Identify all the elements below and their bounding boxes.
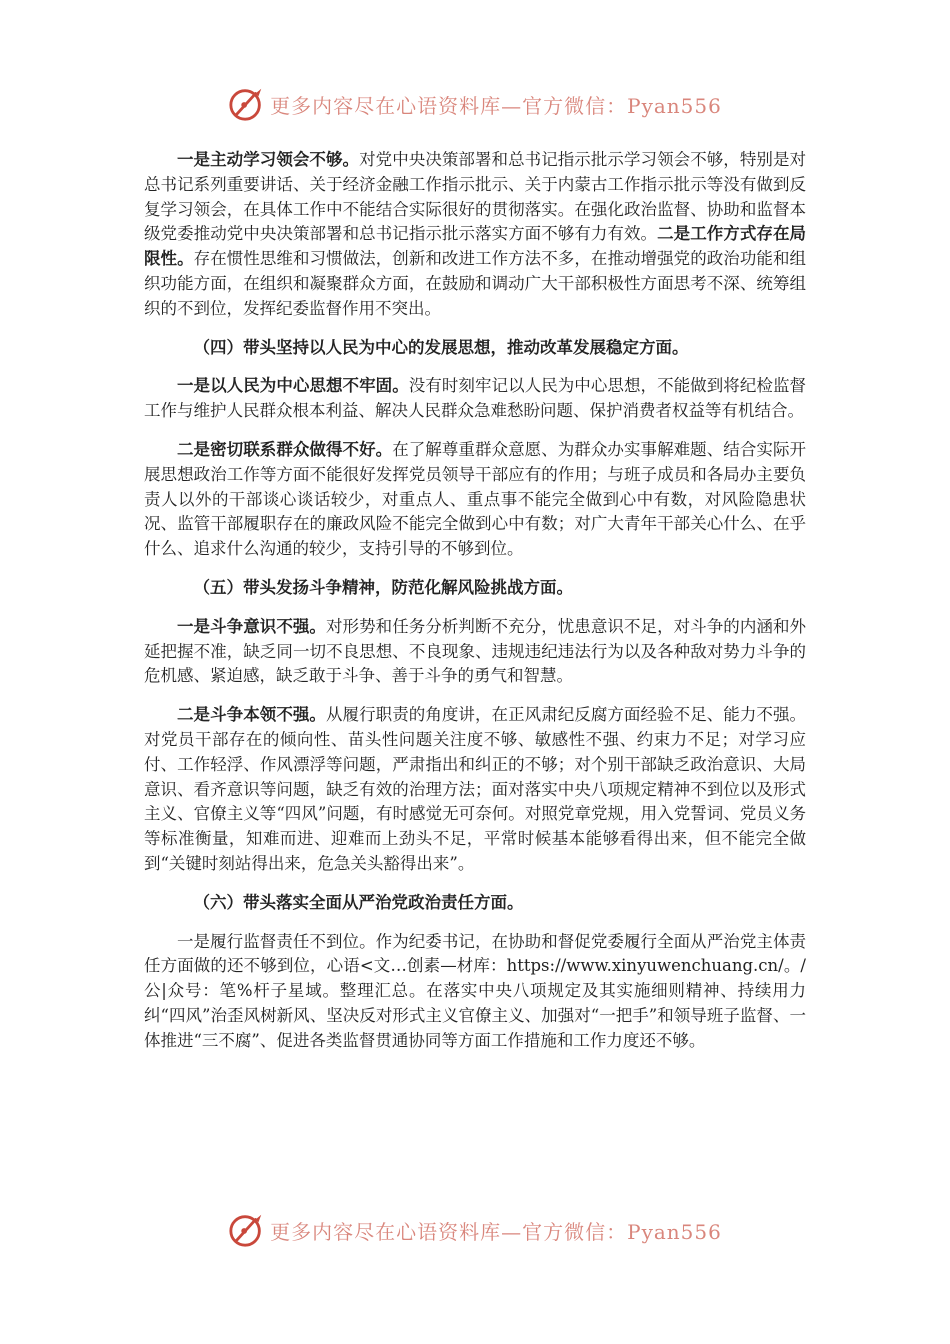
paragraph-study <box>144 148 806 322</box>
paragraph-text: 在了解尊重群众意愿、为群众办实事解难题、结合实际开展思想政治工作等方面不能很好发挥党员领导干部应有的作用；与班子成员和各局办主要负责人以外的干部谈心谈话较少，对重点人、重点事不能完全做到心中有数，对风险隐患状况、监管干部履职存在的廉政风险不能完全做到心中有数；对广大青年干部关心什么、在乎什么、追求什么沟通的较少，支持引导的不够到位。 <box>144 439 807 559</box>
section-heading-4: （四）带头坚持以人民为中心的发展思想，推动改革发展稳定方面。 <box>193 337 689 357</box>
paragraph-lead: 二是密切联系群众做得不好。 <box>177 439 393 459</box>
paragraph-struggle-awareness <box>144 615 806 689</box>
footer-watermark-banner <box>0 1208 950 1252</box>
pen-logo-icon <box>228 85 266 123</box>
paragraph-supervision-duty <box>144 930 806 1054</box>
document-body <box>144 148 806 1068</box>
paragraph-text: 对党中央决策部署和总书记指示批示学习领会不够，特别是对总书记系列重要讲话、关于经济金融工作指示批示、关于内蒙古工作指示批示等没有做到反复学习领会，在具体工作中不能结合实际很好的贯彻落实。在强化政治监督、协助和监督本级党委推动党中央决策部署和总书记指示批示落实方面不够有力有效。 <box>144 150 807 244</box>
paragraph-lead: 二是工作方式存在局限性。 <box>144 224 807 269</box>
paragraph-text: 从履行职责的角度讲，在正风肃纪反腐方面经验不足、能力不强。对党员干部存在的倾向性、苗头性问题关注度不够、敏感性不强、约束力不足；对学习应付、工作轻浮、作风漂浮等问题，严肃指出和纠正的不够；对个别干部缺乏政治意识、大局意识、看齐意识等问题，缺乏有效的治理方法；面对落实中央八项规定精神不到位以及形式主义、官僚主义等“四风”问题，有时感觉无可奈何。对照党章党规，用入党誓词、党员义务等标准衡量，知难而进、迎难而上劲头不足，平常时候基本能够看得出来，但不能完全做到“关键时刻站得出来，危急关头豁得出来”。 <box>144 705 807 873</box>
section-heading-6: （六）带头落实全面从严治党政治责任方面。 <box>193 892 524 912</box>
paragraph-struggle-ability <box>144 703 806 877</box>
pen-logo-icon <box>228 1211 266 1249</box>
header-watermark-text: 更多内容尽在心语资料库—官方微信：Pyan556 <box>270 93 722 118</box>
section-heading-5: （五）带头发扬斗争精神，防范化解风险挑战方面。 <box>193 577 573 597</box>
paragraph-text: 没有时刻牢记以人民为中心思想，不能做到将纪检监督工作与维护人民群众根本利益、解决人民群众急难愁盼问题、保护消费者权益等有机结合。 <box>144 376 807 421</box>
paragraph-text: 存在惯性思维和习惯做法，创新和改进工作方法不多，在推动增强党的政治功能和组织功能方面，在组织和凝聚群众方面，在鼓励和调动广大干部积极性方面思考不深、统筹组织的不到位，发挥纪委监督作用不突出。 <box>144 249 807 318</box>
paragraph-text: 一是履行监督责任不到位。作为纪委书记，在协助和督促党委履行全面从严治党主体责任方面做的还不够到位，心语<文…创素—材库：https://www.xinyuwenchuang.cn/。/公|众号：笔%杆子星域。整理汇总。在落实中央八项规定及其实施细则精神、持续用力纠“四风”治歪风树新风、坚决反对形式主义官僚主义、加强对“一把手”和领导班子监督、一体推进“三不腐”、促进各类监督贯通协同等方面工作措施和工作力度还不够。 <box>144 931 806 1050</box>
paragraph-lead: 一是主动学习领会不够。 <box>177 150 360 169</box>
paragraph-lead: 一是斗争意识不强。 <box>177 616 326 636</box>
paragraph-people-centered <box>144 374 806 424</box>
paragraph-lead: 一是以人民为中心思想不牢固。 <box>177 376 409 396</box>
paragraph-contact-masses <box>144 438 806 562</box>
header-watermark-banner <box>0 82 950 126</box>
paragraph-text: 对形势和任务分析判断不充分，忧患意识不足，对斗争的内涵和外延把握不准，缺乏同一切不良思想、不良现象、违规违纪违法行为以及各种敌对势力斗争的危机感、紧迫感，缺乏敢于斗争、善于斗争的勇气和智慧。 <box>144 616 807 686</box>
footer-watermark-text: 更多内容尽在心语资料库—官方微信：Pyan556 <box>270 1219 722 1244</box>
paragraph-lead: 二是斗争本领不强。 <box>177 705 326 725</box>
